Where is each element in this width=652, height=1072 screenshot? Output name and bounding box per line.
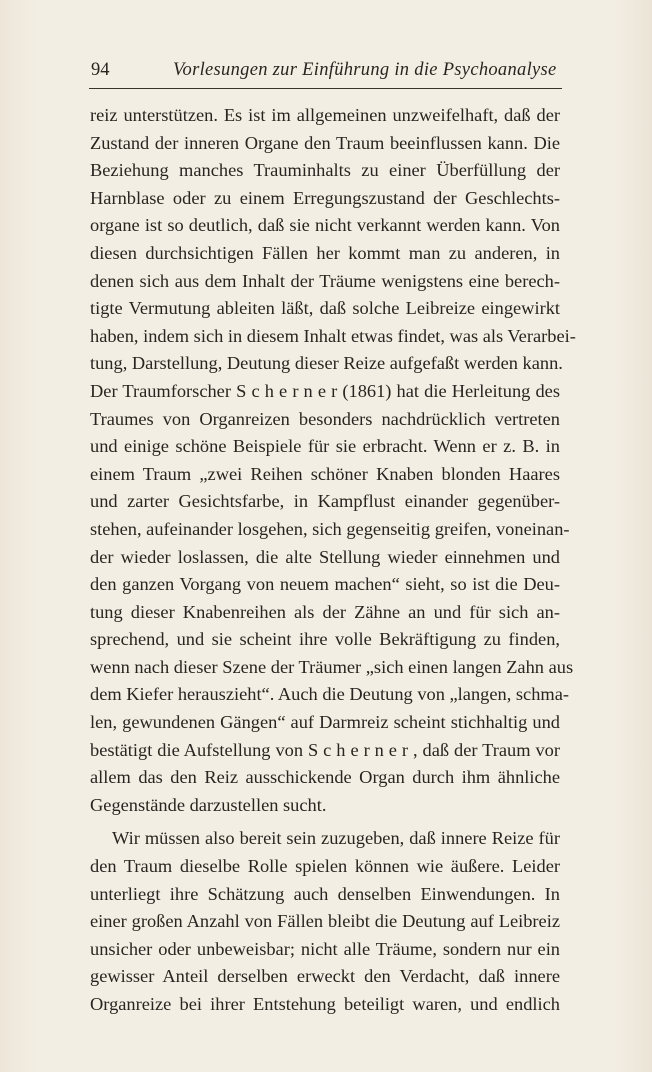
text-line: und zarter Gesichtsfarbe, in Kampflust einander gegenüber-	[90, 491, 560, 512]
page-number: 94	[91, 60, 110, 80]
text-line: Beziehung manches Trauminhalts zu einer Überfüllung der	[90, 160, 560, 181]
text-line: Zustand der inneren Organe den Traum beeinflussen kann. Die	[90, 132, 560, 153]
text-line: dem Kiefer herauszieht“. Auch die Deutung von „langen, schma-	[90, 684, 570, 705]
text-line: tung dieser Knabenreihen als der Zähne an und für sich an-	[90, 601, 560, 622]
text-line: unsicher oder unbeweisbar; nicht alle Träume, sondern nur ein	[90, 938, 560, 959]
text-line: haben, indem sich in diesem Inhalt etwas findet, was als Verarbei-	[90, 325, 576, 346]
text-line: diesen durchsichtigen Fällen her kommt man zu anderen, in	[90, 242, 560, 263]
text-line: organe ist so deutlich, daß sie nicht verkannt werden kann. Von	[90, 215, 560, 236]
text-line: Der Traumforscher S c h e r n e r (1861) hat die Herleitung des	[90, 380, 560, 401]
text-line: stehen, aufeinander losgehen, sich gegenseitig greifen, voneinan-	[90, 518, 570, 539]
text-line: wenn nach dieser Szene der Träumer „sich einen langen Zahn aus	[90, 656, 574, 677]
text-line: Wir müssen also bereit sein zuzugeben, daß innere Reize für	[112, 828, 560, 849]
text-line: Traumes von Organreizen besonders nachdrücklich vertreten	[90, 408, 560, 429]
text-line: len, gewundenen Gängen“ auf Darmreiz scheint stichhaltig und	[90, 712, 560, 733]
text-line: tigte Vermutung ableiten läßt, daß solche Leibreize eingewirkt	[90, 298, 560, 319]
text-line: sprechend, und sie scheint ihre volle Bekräftigung zu finden,	[90, 629, 560, 650]
running-head: Vorlesungen zur Einführung in die Psychoanalyse	[173, 60, 557, 80]
text-line: einer großen Anzahl von Fällen bleibt die Deutung auf Leibreiz	[90, 911, 560, 932]
text-line: tung, Darstellung, Deutung dieser Reize aufgefaßt werden kann.	[90, 353, 563, 374]
paragraph	[90, 825, 560, 1018]
page-header	[91, 60, 561, 88]
text-line: reiz unterstützen. Es ist im allgemeinen unzweifelhaft, daß der	[90, 105, 560, 125]
text-line: allem das den Reiz ausschickende Organ durch ihm ähnliche	[90, 767, 560, 788]
text-line: Organreize bei ihrer Entstehung beteiligt waren, und endlich	[90, 994, 560, 1014]
text-line: einem Traum „zwei Reihen schöner Knaben blonden Haares	[90, 463, 560, 484]
text-line: bestätigt die Aufstellung von S c h e r n e r , daß der Traum vor	[90, 739, 560, 760]
text-line: unterliegt ihre Schätzung auch denselben Einwendungen. In	[90, 883, 560, 904]
paragraph	[90, 102, 576, 819]
header-rule	[89, 88, 562, 89]
text-line: den ganzen Vorgang von neuem machen“ sieht, so ist die Deu-	[90, 574, 560, 595]
text-line: Harnblase oder zu einem Erregungszustand der Geschlechts-	[90, 187, 560, 208]
text-line: gewisser Anteil derselben erweckt den Verdacht, daß innere	[90, 966, 560, 987]
text-line: Gegenstände darzustellen sucht.	[90, 794, 327, 815]
text-line: und einige schöne Beispiele für sie erbracht. Wenn er z. B. in	[90, 436, 560, 457]
body-text	[90, 102, 576, 1019]
text-line: den Traum dieselbe Rolle spielen können wie äußere. Leider	[90, 856, 560, 877]
text-line: denen sich aus dem Inhalt der Träume wenigstens eine berech-	[90, 270, 560, 291]
text-line: der wieder loslassen, die alte Stellung wieder einnehmen und	[90, 546, 560, 567]
